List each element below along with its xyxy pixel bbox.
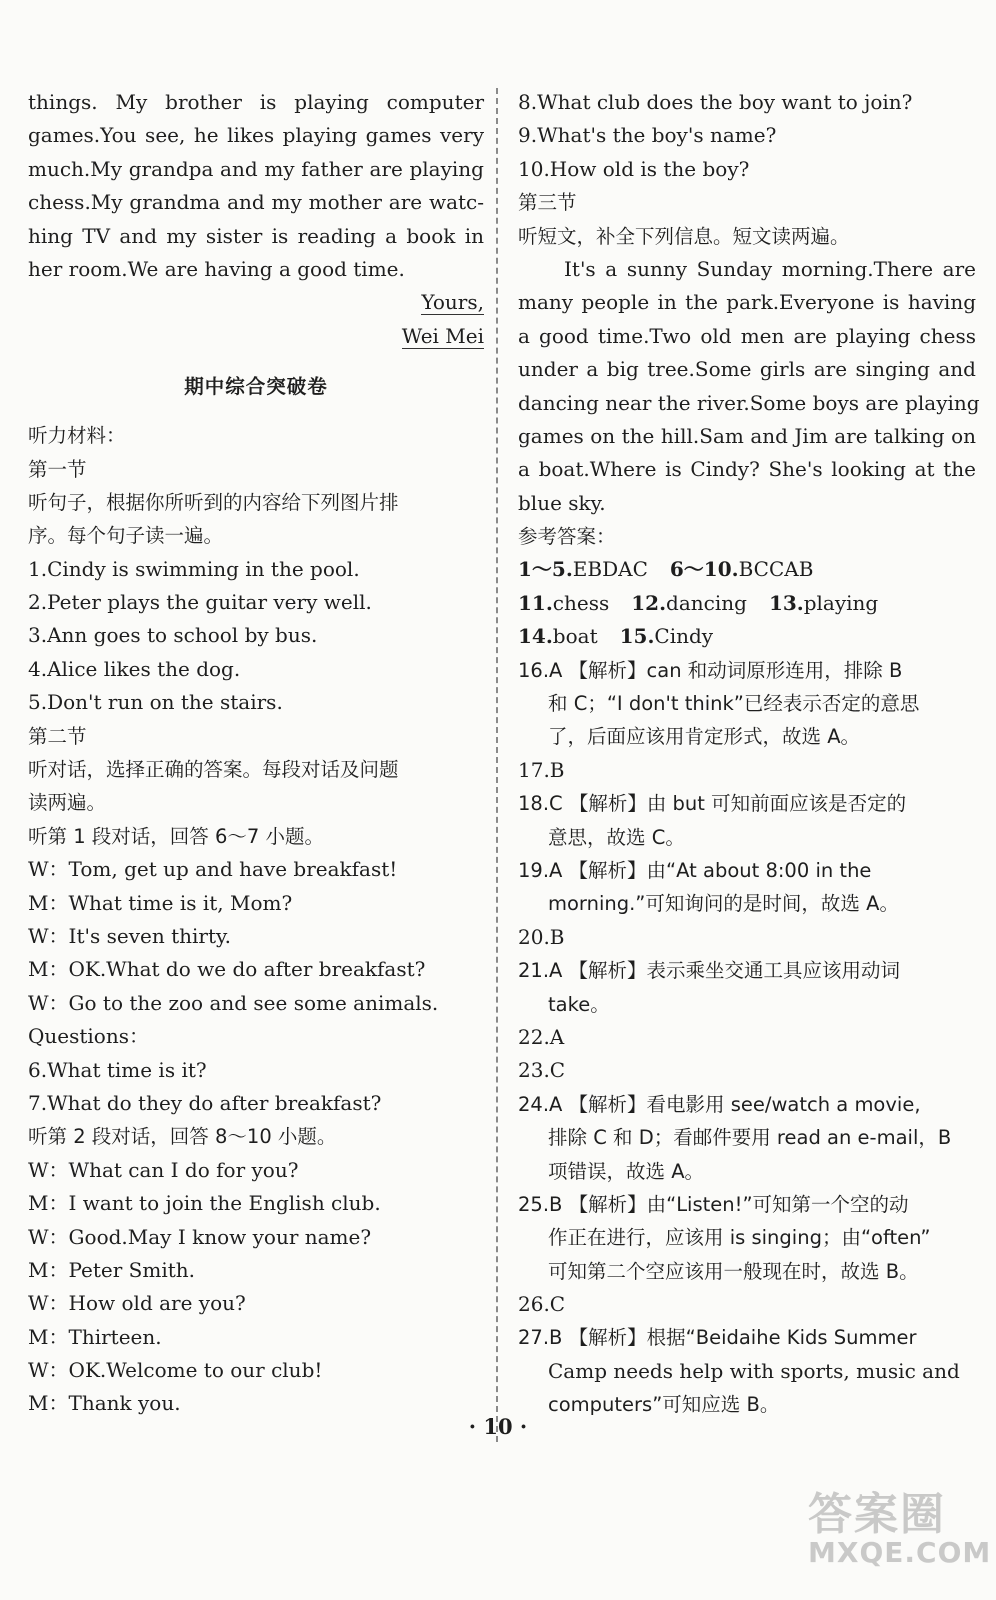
watermark-logo <box>808 1478 992 1582</box>
answer-24-cont: 排除 C 和 D；看邮件要用 read an e-mail，B <box>548 1126 952 1150</box>
answer-20: 20.B <box>518 924 565 949</box>
question: 10.How old is the boy? <box>518 156 750 181</box>
letter-line: games.You see, he likes playing games very <box>28 123 484 148</box>
sentence: 2.Peter plays the guitar very well. <box>28 590 372 615</box>
question: 6.What time is it? <box>28 1057 207 1082</box>
listening-label: 听力材料： <box>28 424 126 448</box>
passage-line: many people in the park.Everyone is having <box>518 290 976 315</box>
answer-16-cont: 了，后面应该用肯定形式，故选 A。 <box>548 725 861 749</box>
answer-25: 25.B 【解析】由“Listen!”可知第一个空的动 <box>518 1192 909 1216</box>
passage-line: a good time.Two old men are playing chess <box>518 323 976 348</box>
answer-21-cont: take。 <box>548 992 610 1016</box>
answer-27: 27.B 【解析】根据“Beidaihe Kids Summer <box>518 1326 917 1350</box>
answer-21: 21.A 【解析】表示乘坐交通工具应该用动词 <box>518 959 901 983</box>
sentence: 4.Alice likes the dog. <box>28 656 241 681</box>
dialogue-line: W：Tom, get up and have breakfast! <box>28 857 398 882</box>
watermark-text: 答案圈 <box>808 1489 946 1540</box>
passage-line: It's a sunny Sunday morning.There are <box>564 256 976 281</box>
left-column <box>28 86 484 1421</box>
dialogue-line: M：OK.What do we do after breakfast? <box>28 957 426 982</box>
answer-row: 11.chess 12.dancing 13.playing <box>518 590 879 615</box>
column-divider <box>496 88 498 1442</box>
answer-18-cont: 意思，故选 C。 <box>548 825 685 849</box>
sentence: 1.Cindy is swimming in the pool. <box>28 556 360 581</box>
answer-22: 22.A <box>518 1024 565 1049</box>
dialogue-line: W：What can I do for you? <box>28 1157 299 1182</box>
letter-closing: Yours, <box>421 290 484 315</box>
answer-row: 1～5.EBDAC 6～10.BCCAB <box>518 557 814 582</box>
sentence: 5.Don't run on the stairs. <box>28 690 283 715</box>
answer-26: 26.C <box>518 1292 566 1317</box>
answer-18: 18.C 【解析】由 but 可知前面应该是否定的 <box>518 792 907 816</box>
dialogue-line: M：Thank you. <box>28 1391 181 1416</box>
answers-label: 参考答案： <box>518 525 616 549</box>
right-column <box>518 86 980 1422</box>
question: 9.What's the boy's name? <box>518 123 777 148</box>
letter-line: her room.We are having a good time. <box>28 256 405 281</box>
part3-instruction: 听短文，补全下列信息。短文读两遍。 <box>518 224 850 248</box>
passage-line: blue sky. <box>518 490 606 515</box>
passage-line: dancing near the river.Some boys are playing <box>518 390 980 415</box>
questions-label: Questions： <box>28 1024 149 1049</box>
question: 8.What club does the boy want to join? <box>518 90 913 114</box>
passage-line: games on the hill.Sam and Jim are talking on <box>518 423 976 448</box>
answer-16-cont: 和 C；“I don't think”已经表示否定的意思 <box>548 692 920 716</box>
part2-instruction: 读两遍。 <box>28 791 107 815</box>
dialogue-line: M：I want to join the English club. <box>28 1191 381 1216</box>
dialogue-line: W：OK.Welcome to our club! <box>28 1358 323 1383</box>
dialogue-line: W：Go to the zoo and see some animals. <box>28 990 439 1015</box>
page-number: · 10 · <box>468 1414 528 1439</box>
dialogue-line: W：Good.May I know your name? <box>28 1224 372 1249</box>
sentence: 3.Ann goes to school by bus. <box>28 623 318 648</box>
dialogue-line: M：What time is it, Mom? <box>28 890 293 915</box>
letter-line: chess.My grandma and my mother are watc- <box>28 190 484 215</box>
watermark-url: MXQE.COM <box>808 1536 992 1569</box>
dialogue-intro: 听第 2 段对话，回答 8～10 小题。 <box>28 1125 337 1149</box>
answer-19: 19.A 【解析】由“At about 8:00 in the <box>518 858 872 882</box>
dialogue-line: W：How old are you? <box>28 1291 246 1316</box>
letter-line: things. My brother is playing computer <box>28 90 484 114</box>
answer-24-cont: 项错误，故选 A。 <box>548 1159 705 1183</box>
question: 7.What do they do after breakfast? <box>28 1090 382 1115</box>
passage-line: a boat.Where is Cindy? She's looking at the <box>518 457 976 482</box>
part3-heading: 第三节 <box>518 191 577 215</box>
answer-23: 23.C <box>518 1058 566 1083</box>
letter-signature: Wei Mei <box>401 323 484 348</box>
letter-line: hing TV and my sister is reading a book in <box>28 223 484 248</box>
part2-heading: 第二节 <box>28 724 87 748</box>
answer-25-cont: 可知第二个空应该用一般现在时，故选 B。 <box>548 1259 919 1283</box>
answer-19-cont: morning.”可知询问的是时间，故选 A。 <box>548 892 899 916</box>
passage-line: under a big tree.Some girls are singing and <box>518 357 976 382</box>
part1-instruction: 序。每个句子读一遍。 <box>28 524 224 548</box>
answer-27-cont: Camp needs help with sports, music and <box>548 1358 960 1383</box>
answer-row: 14.boat 15.Cindy <box>518 624 714 649</box>
answer-24: 24.A 【解析】看电影用 see/watch a movie, <box>518 1092 921 1116</box>
dialogue-intro: 听第 1 段对话，回答 6～7 小题。 <box>28 824 325 848</box>
part2-instruction: 听对话，选择正确的答案。每段对话及问题 <box>28 758 399 782</box>
section-title: 期中综合突破卷 <box>184 375 328 399</box>
dialogue-line: W：It's seven thirty. <box>28 923 231 948</box>
part1-heading: 第一节 <box>28 457 87 481</box>
part1-instruction: 听句子，根据你所听到的内容给下列图片排 <box>28 490 399 514</box>
letter-line: much.My grandpa and my father are playing <box>28 156 484 181</box>
dialogue-line: M：Thirteen. <box>28 1324 162 1349</box>
answer-16: 16.A 【解析】can 和动词原形连用，排除 B <box>518 658 903 682</box>
answer-17: 17.B <box>518 757 565 782</box>
answer-25-cont: 作正在进行，应该用 is singing；由“often” <box>548 1226 931 1250</box>
answer-27-cont: computers”可知应选 B。 <box>548 1393 780 1417</box>
dialogue-line: M：Peter Smith. <box>28 1257 196 1282</box>
